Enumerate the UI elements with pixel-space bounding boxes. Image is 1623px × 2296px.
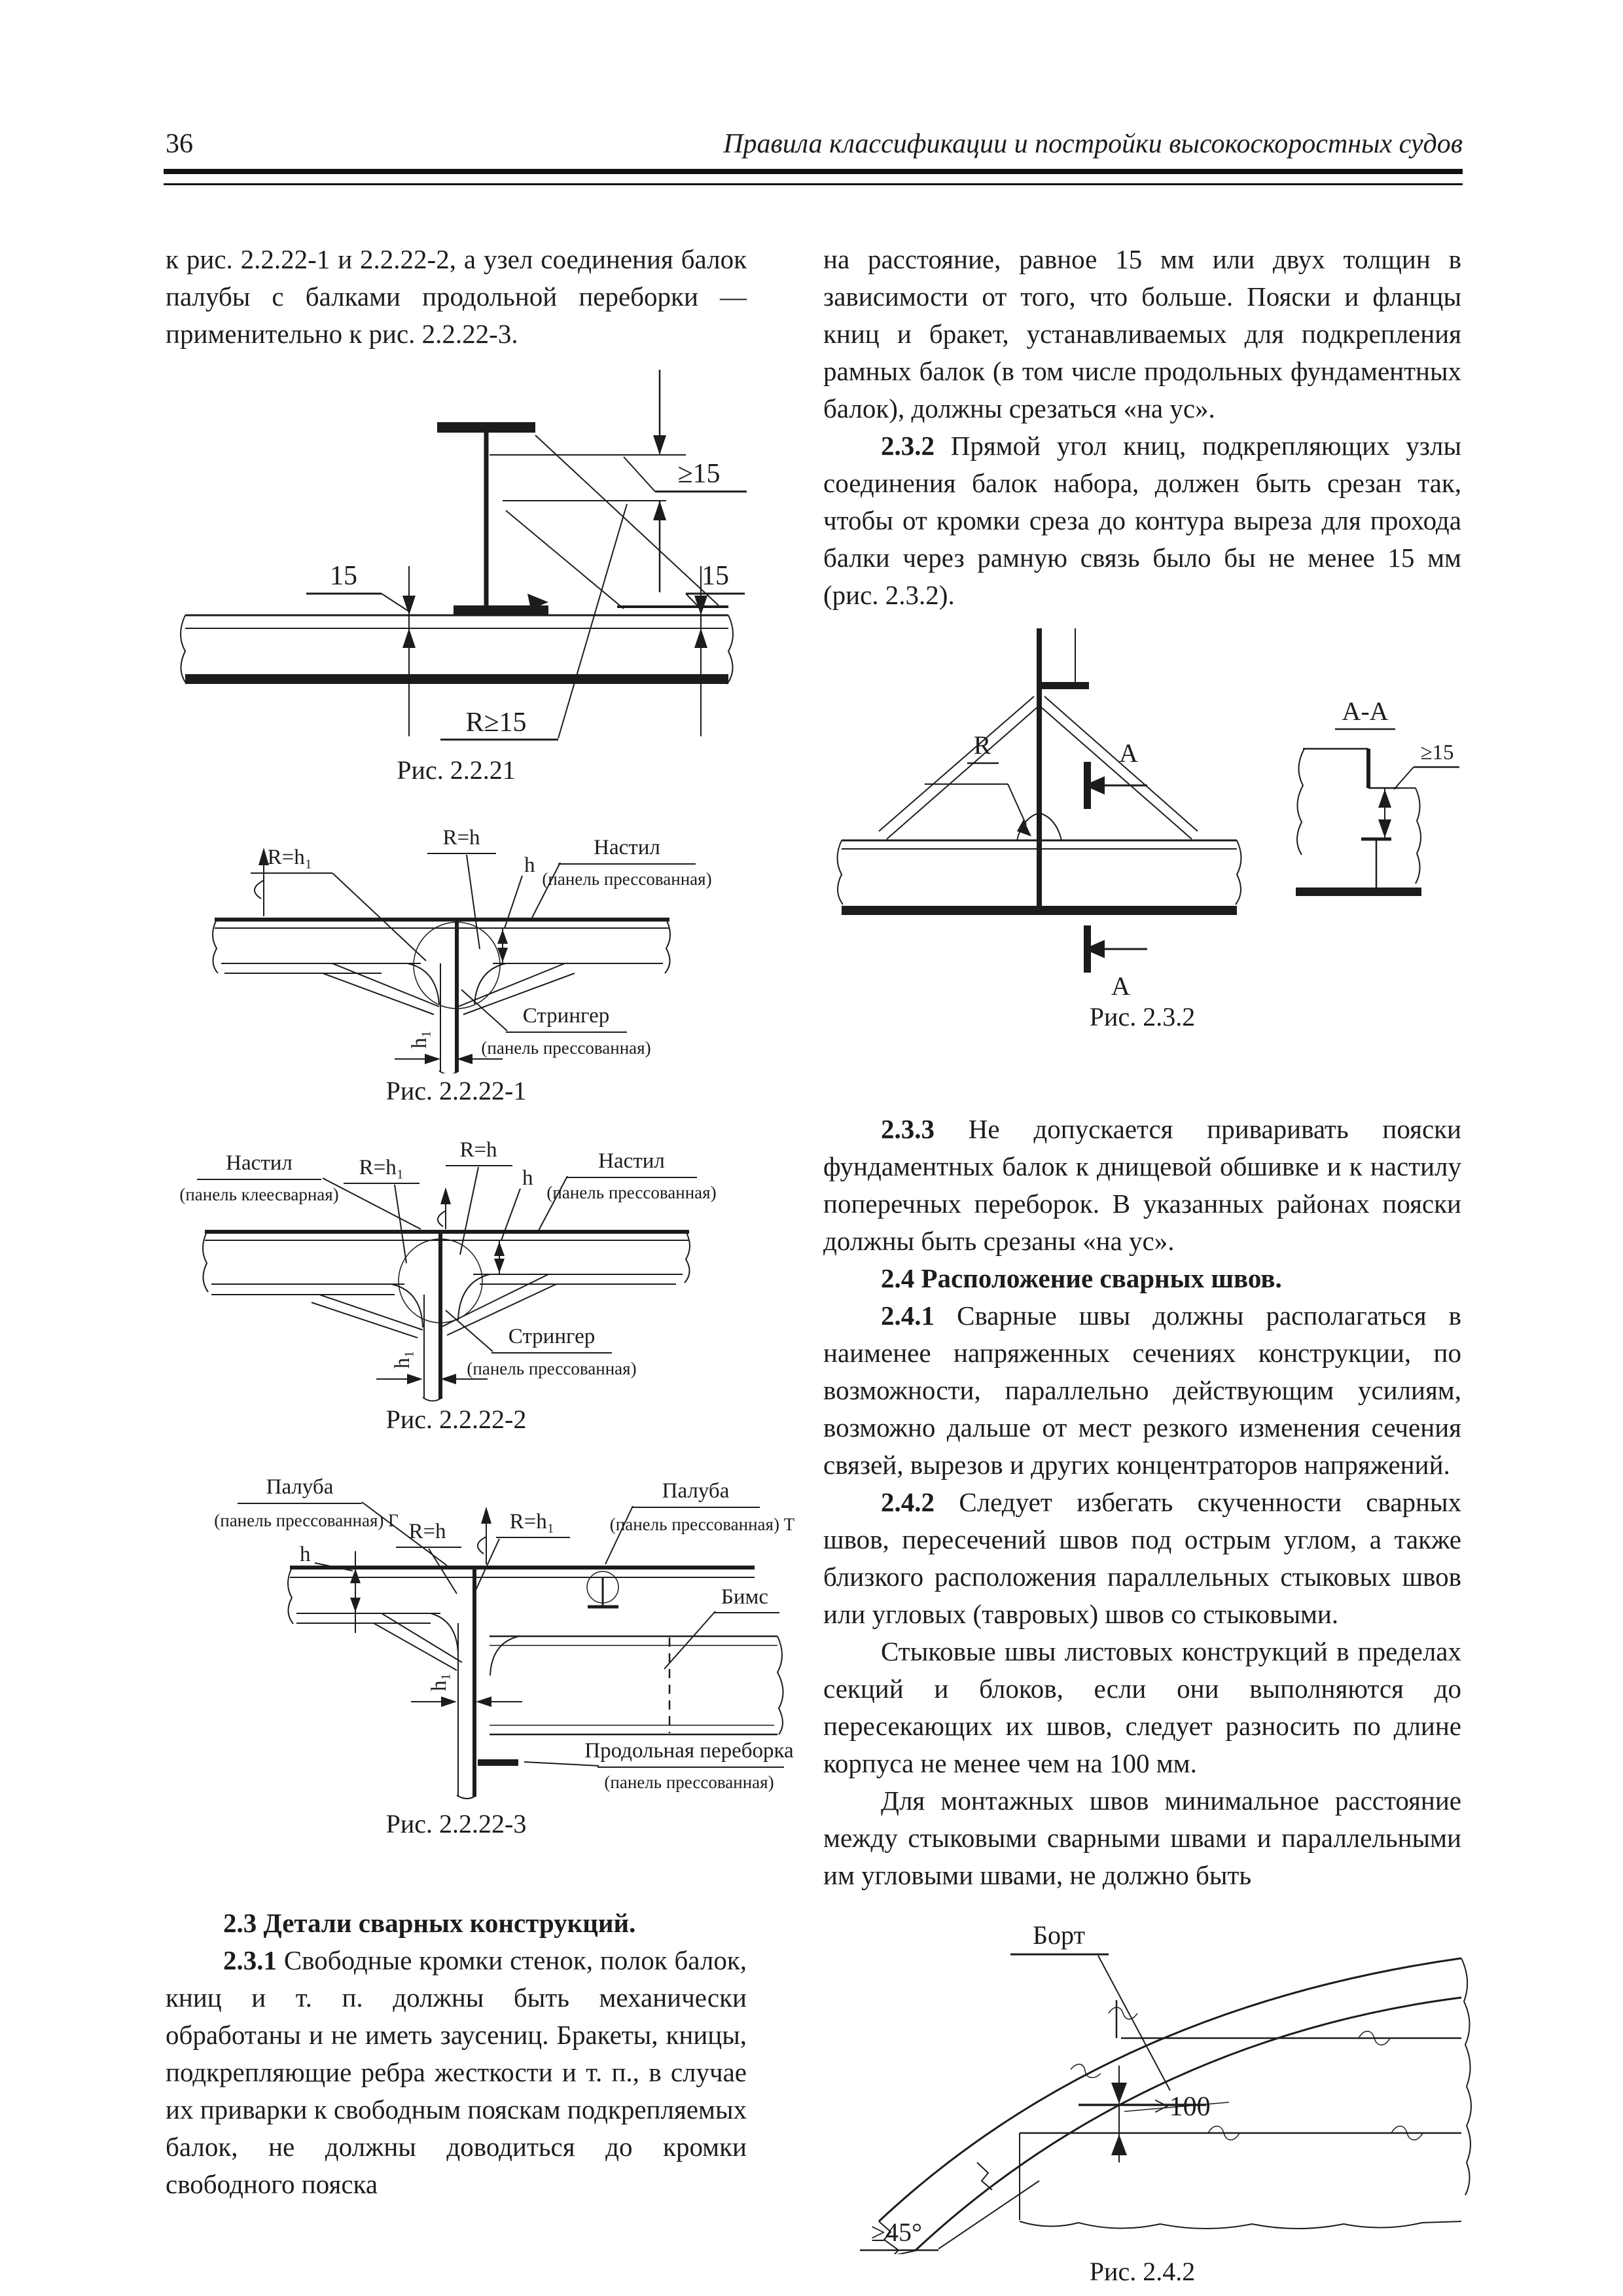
- dim-label-radius: R≥15: [465, 708, 527, 738]
- svg-text:Бимс: Бимс: [721, 1585, 769, 1609]
- svg-text:(панель прессованная): (панель прессованная): [467, 1359, 637, 1378]
- label-h: [494, 1166, 533, 1274]
- svg-text:R=h₁: R=h₁: [267, 846, 313, 869]
- paragraph-continuation: на расстояние, равное 15 мм или двух толщин в зависимости от того, что больше. Пояски и фланцы книц и бракет, устанавливаемых для подкрепления рамных балок (в том числе продольных фундаментных балок), должны срезаться «на ус».: [823, 244, 1461, 423]
- svg-text:Настил: Настил: [226, 1151, 293, 1175]
- svg-text:(панель прессованная) Г: (панель прессованная) Г: [214, 1511, 399, 1530]
- label-deck-right: [605, 1479, 795, 1564]
- figure-caption: Рис. 2.4.2: [1089, 2257, 1196, 2286]
- svg-text:Настил: Настил: [598, 1149, 665, 1173]
- section-label-a-bottom: A: [1111, 971, 1130, 999]
- svg-text:Борт: Борт: [1033, 1920, 1085, 1950]
- paragraph-2-3-3: 2.3.3 Не допускается приваривать пояски фундаментных балок к днищевой обшивке и к настилу поперечных переборок. В указанных районах пояски должны быть срезаны «на ус».: [823, 1114, 1462, 1256]
- page-header: [166, 128, 1463, 160]
- svg-text:h: h: [300, 1543, 311, 1566]
- label-angle: [860, 2181, 1039, 2250]
- svg-text:h: h: [524, 853, 535, 877]
- figure-2-2-22-3: [166, 1466, 795, 1839]
- svg-text:Настил: Настил: [594, 836, 660, 859]
- i-beam: [437, 422, 728, 615]
- deck-panel: [213, 920, 670, 973]
- deck-panels: [203, 1232, 690, 1295]
- svg-text:(панель прессованная): (панель прессованная): [604, 1772, 774, 1792]
- label-r-h: [396, 1520, 461, 1594]
- dimension-top: [490, 370, 747, 592]
- figure-2-4-2-drawing: [823, 1914, 1504, 2254]
- svg-text:R=h: R=h: [408, 1520, 446, 1543]
- dim-label: ≥15: [1420, 741, 1454, 764]
- label-h: [497, 853, 535, 963]
- dimension-radius: [440, 504, 627, 740]
- deck-plate: [181, 615, 733, 684]
- label-h: [300, 1543, 361, 1633]
- svg-text:Стрингер: Стрингер: [522, 1004, 610, 1028]
- label-deck: [532, 836, 712, 918]
- figure-caption: Рис. 2.3.2: [1089, 1002, 1196, 1031]
- svg-text:R: R: [973, 730, 991, 760]
- svg-text:R=h: R=h: [442, 826, 480, 850]
- section-2-3-heading: 2.3 Детали сварных конструкций.: [223, 1908, 636, 1938]
- right-column: [823, 241, 1461, 2287]
- svg-text:(панель прессованная) Т: (панель прессованная) Т: [609, 1515, 795, 1534]
- figure-2-2-21: [166, 370, 747, 785]
- label-r-h: [427, 826, 496, 949]
- svg-text:(панель прессованная): (панель прессованная): [481, 1038, 651, 1058]
- section-mark-top: [1084, 738, 1147, 809]
- figure-2-2-22-3-drawing: [166, 1466, 820, 1806]
- section-2-4-heading: 2.4 Расположение сварных швов.: [881, 1263, 1282, 1293]
- paragraph-continuation: к рис. 2.2.22-1 и 2.2.22-2, а узел соединения балок палубы с балками продольной переборки — применительно к рис. 2.2.22-3.: [166, 244, 747, 349]
- section-mark-bottom: [1084, 925, 1147, 999]
- figure-caption: Рис. 2.2.22-1: [385, 1076, 527, 1105]
- dimension-h1: [411, 1673, 522, 1707]
- figure-caption: Рис. 2.2.22-2: [385, 1405, 527, 1434]
- weld-symbol-icon: [438, 1187, 451, 1229]
- label-stringer: [446, 1310, 637, 1378]
- paragraph-2-4-1: 2.4.1 Сварные швы должны располагаться в наименее напряженных сечениях конструкции, по возможности, параллельно действующим усилиям, возможно дальше от мест резкого изменения сечения связей, вырезов и других концентраторов напряжений.: [823, 1300, 1462, 1480]
- figure-2-2-21-drawing: [166, 370, 748, 753]
- svg-text:R=h₁: R=h₁: [509, 1510, 555, 1534]
- label-radius: [925, 730, 1031, 836]
- svg-text:h: h: [522, 1166, 533, 1190]
- section-a-a: [1296, 696, 1459, 896]
- header-rule: [164, 169, 1463, 185]
- label-side: [1010, 1920, 1170, 2090]
- paragraph-2-3-1: 2.3.1 Свободные кромки стенок, полок балок, книц и т. п. должны быть механически обработаны и не иметь заусениц. Бракеты, кницы, подкрепляющие ребра жесткости и т. п., в случае их приварки к свободным пояскам подкрепляемых балок, не должны доводиться до кромки свободного пояска: [166, 1945, 747, 2199]
- dim-label-top: ≥15: [677, 459, 721, 489]
- figure-2-3-2: [823, 623, 1461, 1032]
- paragraph-mounting-welds: Для монтажных швов минимальное расстояние между стыковыми сварными швами и параллельными им угловыми швами, не должно быть: [823, 1785, 1461, 1890]
- paragraph-2-4-2: 2.4.2 Следует избегать скученности сварных швов, пересечений швов под острым углом, а также близкого расположения параллельных стыковых швов или угловых (тавровых) швов со стыковыми.: [823, 1487, 1462, 1629]
- label-r-h1: [251, 846, 426, 961]
- figure-2-2-22-1-drawing: [166, 818, 748, 1073]
- left-column: [166, 241, 795, 2203]
- beam-band: [490, 1636, 783, 1734]
- svg-text:≥45°: ≥45°: [871, 2217, 922, 2247]
- paragraph-butt-welds: Стыковые швы листовых конструкций в пределах секций и блоков, если они выполняются до пересекающих их швов, следует разносить по длине корпуса не менее чем на 100 мм.: [823, 1636, 1461, 1778]
- svg-text:h₁: h₁: [408, 1030, 431, 1049]
- figure-2-2-22-2-drawing: [166, 1134, 748, 1402]
- svg-text:Палуба: Палуба: [662, 1479, 730, 1503]
- svg-text:(панель прессованная): (панель прессованная): [546, 1183, 717, 1202]
- svg-text:h₁: h₁: [427, 1672, 451, 1692]
- paragraph-2-3-2: 2.3.2 Прямой угол книц, подкрепляющих узлы соединения балок набора, должен быть срезан так, чтобы от кромки среза до контура выреза для прохода балки через рамную связь было бы не менее 15 мм (рис. 2.3.2).: [823, 431, 1461, 610]
- dim-label-left: 15: [330, 561, 357, 591]
- stiffener-and-bracket: [879, 628, 1198, 914]
- section-label-a-top: A: [1119, 738, 1138, 768]
- svg-text:Палуба: Палуба: [266, 1475, 334, 1499]
- page-number: 36: [166, 129, 193, 159]
- svg-text:(панель клеесварная): (панель клеесварная): [179, 1185, 339, 1204]
- header-title: Правила классификации и постройки высокоскоростных судов: [723, 129, 1463, 159]
- label-bulkhead: [524, 1739, 794, 1792]
- svg-text:R=h: R=h: [459, 1138, 497, 1162]
- figure-2-4-2: [823, 1914, 1461, 2287]
- svg-text:h₁: h₁: [391, 1350, 414, 1369]
- figure-2-3-2-drawing: [823, 623, 1461, 999]
- figure-2-2-22-2: [166, 1134, 747, 1435]
- dimension-left: [306, 561, 416, 736]
- svg-text:Стрингер: Стрингер: [508, 1325, 596, 1348]
- svg-text:(панель прессованная): (панель прессованная): [542, 869, 712, 889]
- figure-caption: Рис. 2.2.21: [397, 755, 516, 785]
- dim-label-right: 15: [702, 561, 729, 591]
- label-deck-right: [539, 1149, 717, 1230]
- dim-label: >100: [1154, 2092, 1211, 2122]
- label-stringer: [461, 990, 651, 1058]
- dimension-right: [686, 561, 745, 736]
- label-beam: [664, 1585, 779, 1669]
- weld-symbol-icon: [478, 1507, 491, 1564]
- label-r-h1: [344, 1156, 419, 1263]
- svg-text:R=h₁: R=h₁: [359, 1156, 404, 1179]
- figure-2-2-22-1: [166, 818, 747, 1106]
- figure-caption: Рис. 2.2.22-3: [385, 1809, 527, 1839]
- svg-text:Продольная переборка: Продольная переборка: [584, 1739, 794, 1763]
- section-title: A-A: [1342, 696, 1389, 726]
